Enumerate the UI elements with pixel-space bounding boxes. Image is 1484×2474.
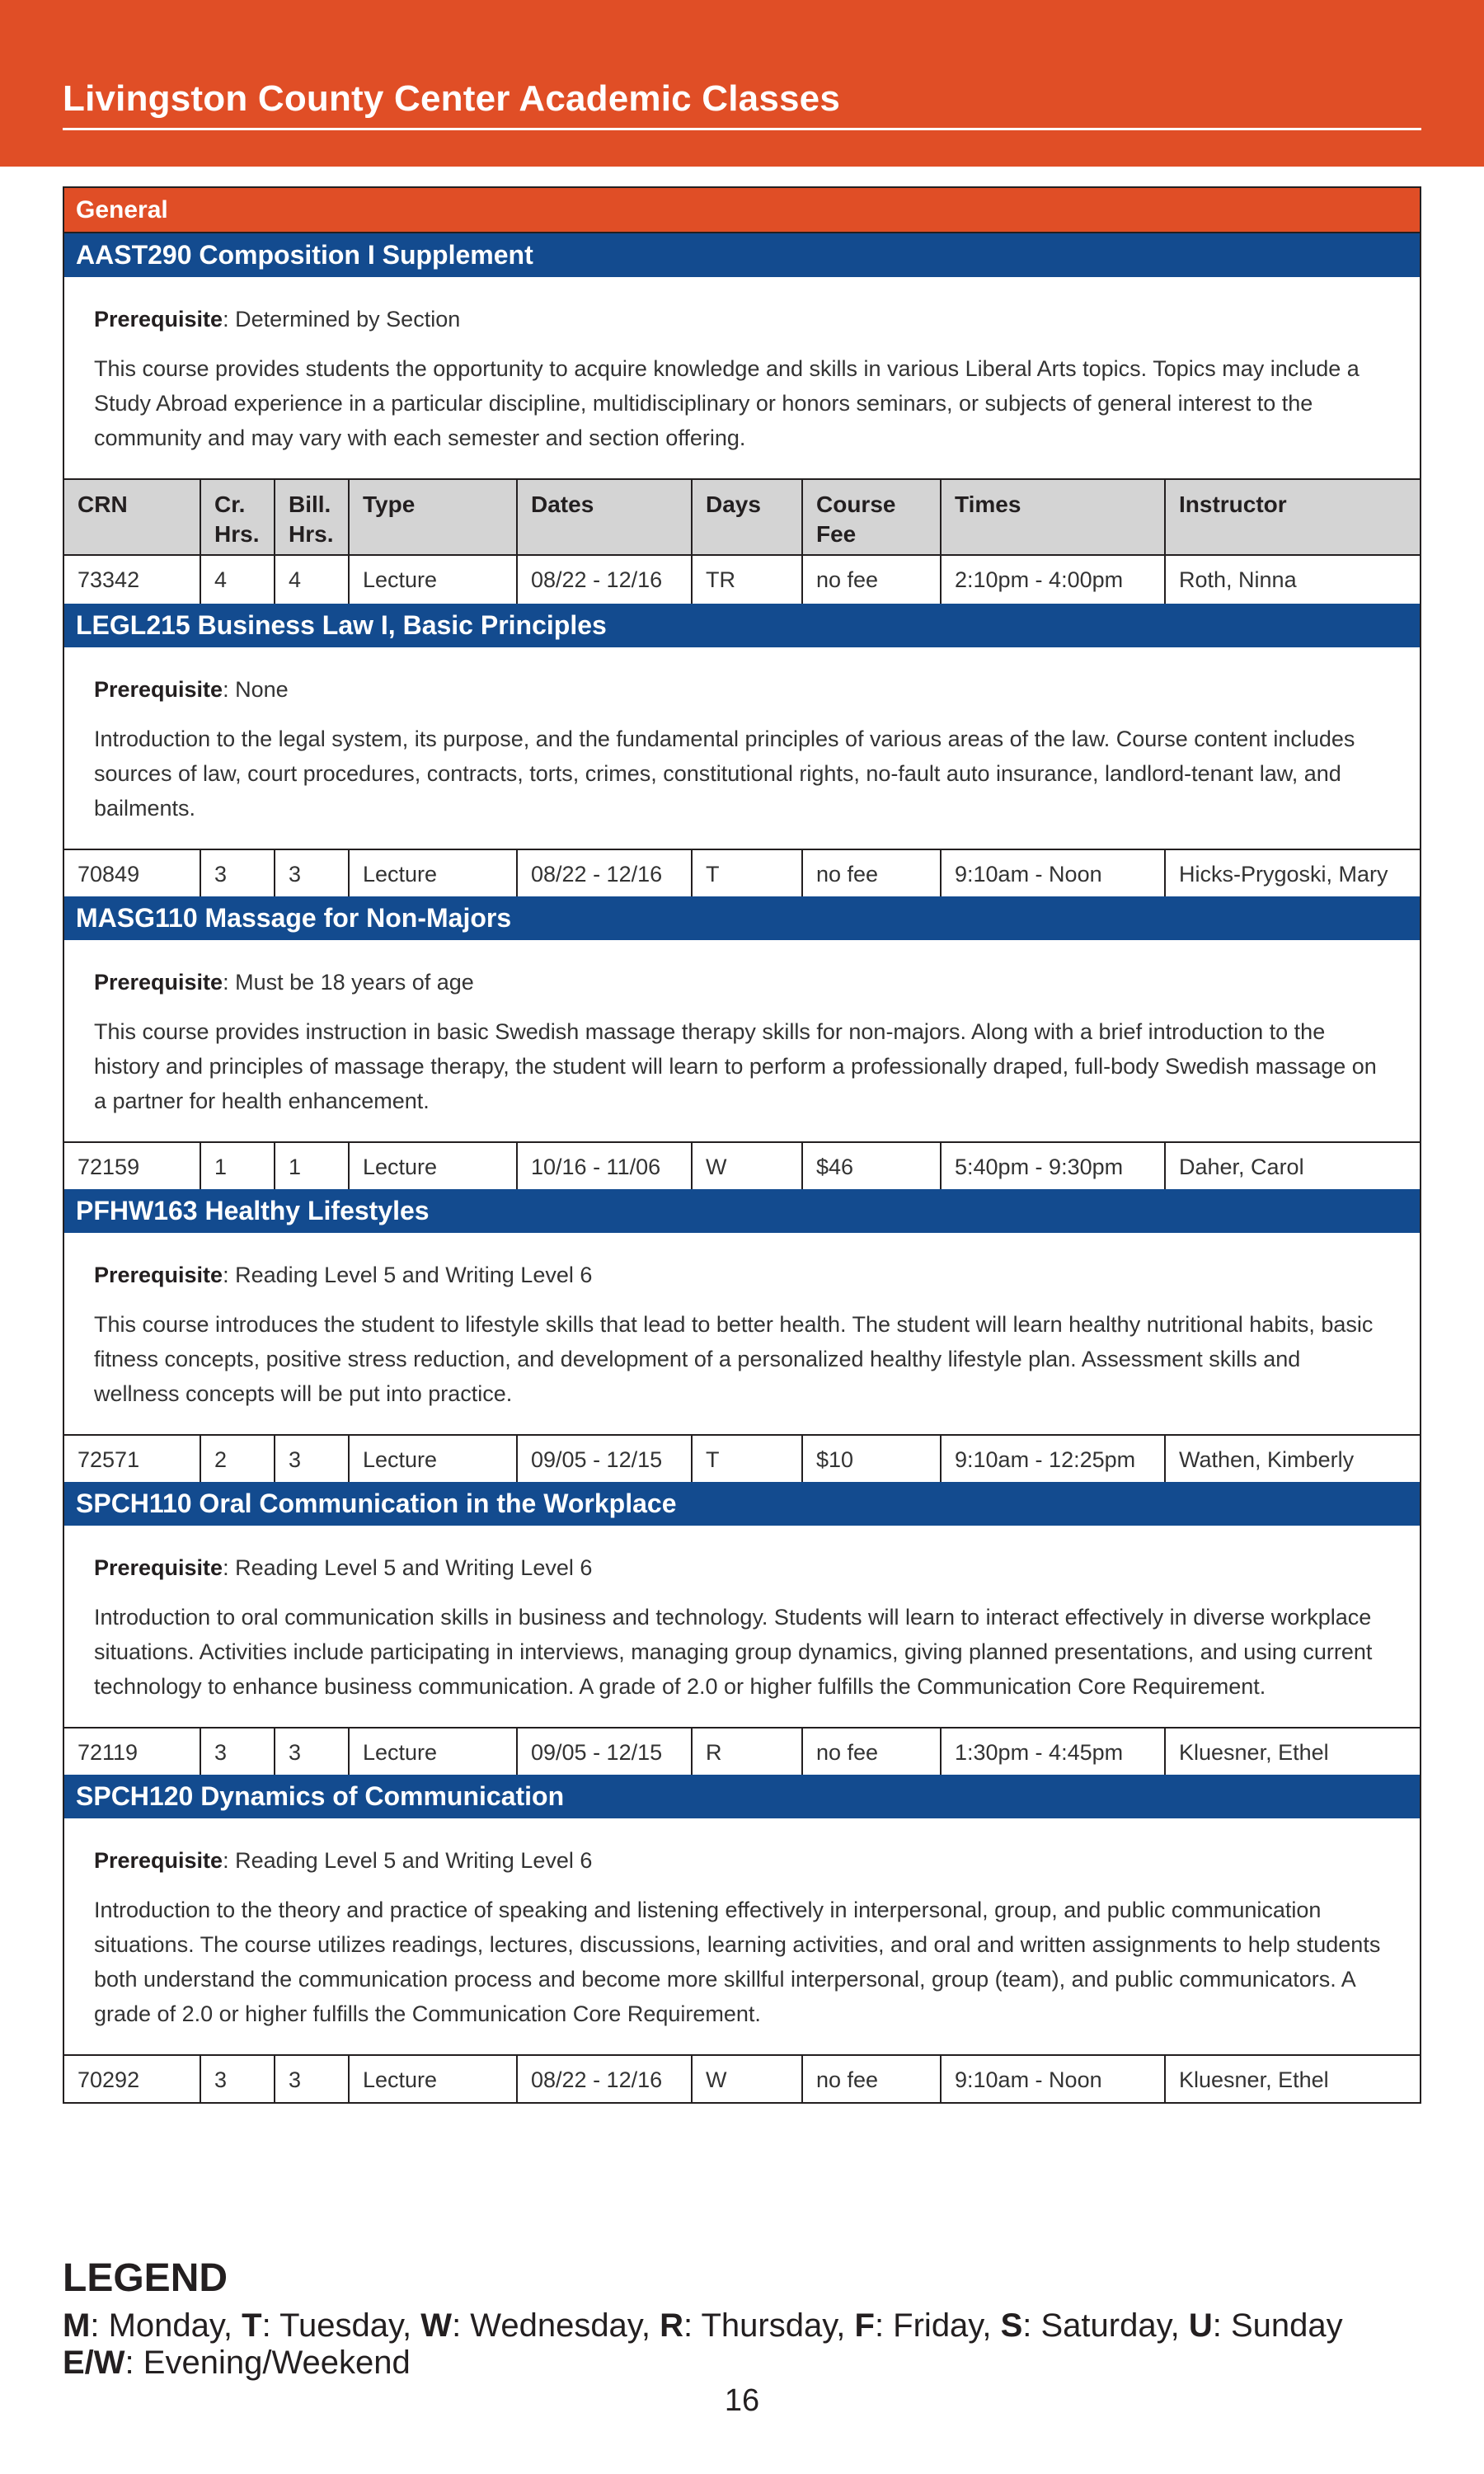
cell-times: 2:10pm - 4:00pm <box>942 556 1166 604</box>
cell-billing-hours: 3 <box>275 1436 350 1482</box>
legend-value: Monday, <box>108 2307 233 2344</box>
cell-days: T <box>693 1436 803 1482</box>
cell-billing-hours: 3 <box>275 1729 350 1775</box>
cell-type: Lecture <box>350 850 518 896</box>
cell-type: Lecture <box>350 1436 518 1482</box>
course-title: AAST290 Composition I Supplement <box>64 233 1420 277</box>
cell-crn: 72159 <box>64 1143 201 1189</box>
legend-key: F <box>854 2307 875 2344</box>
legend-key: R <box>660 2307 683 2344</box>
course-description: Introduction to the theory and practice of speaking and listening effectively in interpersonal, group, and public communication situations. The course utilizes readings, lectures, discussions, learning activities, and oral and written assignments to help students both understand the communication process and become more skillful interpersonal, group (team), and public communicators. A grade of 2.0 or higher fulfills the Communication Core Requirement. <box>94 1898 1381 2026</box>
legend-value: Wednesday, <box>470 2307 650 2344</box>
prerequisite: Prerequisite: Reading Level 5 and Writing Level 6 <box>94 1555 593 1580</box>
column-header-times: Times <box>942 480 1166 554</box>
legend-key: S <box>1000 2307 1023 2344</box>
cell-times: 9:10am - Noon <box>942 2056 1166 2102</box>
prerequisite: Prerequisite: Reading Level 5 and Writing Level 6 <box>94 1848 593 1873</box>
cell-instructor: Daher, Carol <box>1179 1155 1304 1179</box>
cell-crn: 72119 <box>64 1729 201 1775</box>
cell-credit-hours: 3 <box>201 1729 275 1775</box>
legend-key: U <box>1188 2307 1213 2344</box>
prerequisite-value: Reading Level 5 and Writing Level 6 <box>235 1555 593 1580</box>
cell-times: 5:40pm - 9:30pm <box>942 1143 1166 1189</box>
prerequisite-label: Prerequisite <box>94 307 223 332</box>
legend-key: M <box>63 2307 91 2344</box>
page-number: 16 <box>724 2383 760 2418</box>
table-row <box>64 1727 1420 1775</box>
course-description-block <box>64 277 1420 478</box>
legend-evening-weekend: E/W: Evening/Weekend <box>63 2345 411 2381</box>
cell-crn: 70849 <box>64 850 201 896</box>
cell-type: Lecture <box>350 1729 518 1775</box>
legend-value: Thursday, <box>701 2307 846 2344</box>
course-title: LEGL215 Business Law I, Basic Principles <box>64 604 1420 647</box>
cell-credit-hours: 4 <box>201 556 275 604</box>
legend-value: Evening/Weekend <box>143 2345 411 2381</box>
column-header-instructor: Instructor <box>1179 492 1287 517</box>
header-divider <box>63 128 1421 130</box>
cell-times: 9:10am - 12:25pm <box>942 1436 1166 1482</box>
cell-course-fee: $10 <box>803 1436 942 1482</box>
cell-course-fee: no fee <box>803 1729 942 1775</box>
page-title: Livingston County Center Academic Classes <box>63 78 841 119</box>
prerequisite: Prerequisite: Determined by Section <box>94 307 461 332</box>
column-header-type: Type <box>350 480 518 554</box>
course-description-block <box>64 647 1420 849</box>
prerequisite-value: Determined by Section <box>235 307 461 332</box>
cell-instructor: Kluesner, Ethel <box>1179 2067 1329 2092</box>
cell-crn: 72571 <box>64 1436 201 1482</box>
prerequisite-label: Prerequisite <box>94 1848 223 1873</box>
table-row <box>64 1434 1420 1482</box>
cell-billing-hours: 3 <box>275 850 350 896</box>
table-row <box>64 556 1420 604</box>
course-description-block <box>64 1526 1420 1727</box>
cell-credit-hours: 1 <box>201 1143 275 1189</box>
column-header-days: Days <box>693 480 803 554</box>
legend-value: Saturday, <box>1040 2307 1180 2344</box>
cell-days: T <box>693 850 803 896</box>
course-description-block <box>64 940 1420 1141</box>
prerequisite-value: Reading Level 5 and Writing Level 6 <box>235 1263 593 1287</box>
cell-billing-hours: 1 <box>275 1143 350 1189</box>
prerequisite-value: None <box>235 677 289 702</box>
cell-days: TR <box>693 556 803 604</box>
course-description: This course provides students the opportunity to acquire knowledge and skills in various Liberal Arts topics. Topics may include a Study Abroad experience in a particular discipline, multidisciplinary or honors seminars, or subjects of general interest to the community and may vary with each semester and section offering. <box>94 356 1360 450</box>
legend-key: W <box>420 2307 453 2344</box>
legend-value: Friday, <box>893 2307 992 2344</box>
cell-days: W <box>693 2056 803 2102</box>
cell-course-fee: no fee <box>803 556 942 604</box>
cell-crn: 73342 <box>64 556 201 604</box>
cell-billing-hours: 3 <box>275 2056 350 2102</box>
cell-instructor: Hicks-Prygoski, Mary <box>1179 862 1388 887</box>
cell-dates: 08/22 - 12/16 <box>518 850 693 896</box>
cell-dates: 08/22 - 12/16 <box>518 2056 693 2102</box>
category-heading: General <box>64 188 1420 233</box>
prerequisite: Prerequisite: Reading Level 5 and Writing Level 6 <box>94 1263 593 1287</box>
prerequisite-value: Must be 18 years of age <box>235 970 474 995</box>
cell-course-fee: no fee <box>803 850 942 896</box>
prerequisite: Prerequisite: None <box>94 677 289 702</box>
courses-list <box>64 233 1420 2102</box>
cell-times: 9:10am - Noon <box>942 850 1166 896</box>
course-title: SPCH110 Oral Communication in the Workplace <box>64 1482 1420 1526</box>
cell-credit-hours: 3 <box>201 2056 275 2102</box>
legend-days: M: Monday, T: Tuesday, W: Wednesday, R: Thursday, F: Friday, S: Saturday, U: Sunday <box>63 2307 1343 2344</box>
table-row <box>64 849 1420 896</box>
column-header-dates: Dates <box>518 480 693 554</box>
legend-title: LEGEND <box>63 2256 228 2300</box>
cell-type: Lecture <box>350 556 518 604</box>
cell-billing-hours: 4 <box>275 556 350 604</box>
legend-key: E/W <box>63 2345 125 2381</box>
course-description-block <box>64 1818 1420 2054</box>
cell-credit-hours: 2 <box>201 1436 275 1482</box>
cell-crn: 70292 <box>64 2056 201 2102</box>
table-row <box>64 2054 1420 2102</box>
column-header-billing-hours: Bill. Hrs. <box>275 480 350 554</box>
prerequisite: Prerequisite: Must be 18 years of age <box>94 970 474 995</box>
course-description: Introduction to oral communication skills in business and technology. Students will learn to interact effectively in diverse workplace situations. Activities include participating in interviews, managing group dynamics, giving planned presentations, and using current technology to enhance business communication. A grade of 2.0 or higher fulfills the Communication Core Requirement. <box>94 1605 1373 1699</box>
course-title: PFHW163 Healthy Lifestyles <box>64 1189 1420 1233</box>
column-header-row <box>64 478 1420 556</box>
cell-instructor: Roth, Ninna <box>1179 567 1297 592</box>
legend-value: Sunday <box>1231 2307 1343 2344</box>
prerequisite-value: Reading Level 5 and Writing Level 6 <box>235 1848 593 1873</box>
course-title: MASG110 Massage for Non-Majors <box>64 896 1420 940</box>
prerequisite-label: Prerequisite <box>94 1263 223 1287</box>
cell-days: W <box>693 1143 803 1189</box>
legend-key: T <box>242 2307 262 2344</box>
cell-course-fee: $46 <box>803 1143 942 1189</box>
cell-dates: 10/16 - 11/06 <box>518 1143 693 1189</box>
cell-dates: 09/05 - 12/15 <box>518 1436 693 1482</box>
prerequisite-label: Prerequisite <box>94 970 223 995</box>
column-header-course-fee: Course Fee <box>803 480 942 554</box>
prerequisite-label: Prerequisite <box>94 1555 223 1580</box>
column-header-credit-hours: Cr. Hrs. <box>201 480 275 554</box>
cell-credit-hours: 3 <box>201 850 275 896</box>
course-description-block <box>64 1233 1420 1434</box>
prerequisite-label: Prerequisite <box>94 677 223 702</box>
cell-course-fee: no fee <box>803 2056 942 2102</box>
cell-days: R <box>693 1729 803 1775</box>
cell-dates: 08/22 - 12/16 <box>518 556 693 604</box>
course-title: SPCH120 Dynamics of Communication <box>64 1775 1420 1818</box>
cell-type: Lecture <box>350 1143 518 1189</box>
table-row <box>64 1141 1420 1189</box>
cell-dates: 09/05 - 12/15 <box>518 1729 693 1775</box>
column-header-crn: CRN <box>64 480 201 554</box>
cell-instructor: Kluesner, Ethel <box>1179 1740 1329 1765</box>
cell-instructor: Wathen, Kimberly <box>1179 1447 1355 1472</box>
legend-value: Tuesday, <box>279 2307 412 2344</box>
course-description: This course provides instruction in basic Swedish massage therapy skills for non-majors. Along with a brief introduction to the history and principles of massage therapy, the student will learn to perform a professionally draped, full-body Swedish massage on a partner for health enhancement. <box>94 1019 1377 1113</box>
course-description: This course introduces the student to lifestyle skills that lead to better health. The student will learn healthy nutritional habits, basic fitness concepts, positive stress reduction, and development of a personalized healthy lifestyle plan. Assessment skills and wellness concepts will be put into practice. <box>94 1312 1374 1406</box>
cell-type: Lecture <box>350 2056 518 2102</box>
class-schedule-table <box>63 186 1421 2104</box>
course-description: Introduction to the legal system, its purpose, and the fundamental principles of various areas of the law. Course content includes sources of law, court procedures, contracts, torts, crimes, constitutional rights, no-fault auto insurance, landlord-tenant law, and bailments. <box>94 727 1355 821</box>
cell-times: 1:30pm - 4:45pm <box>942 1729 1166 1775</box>
